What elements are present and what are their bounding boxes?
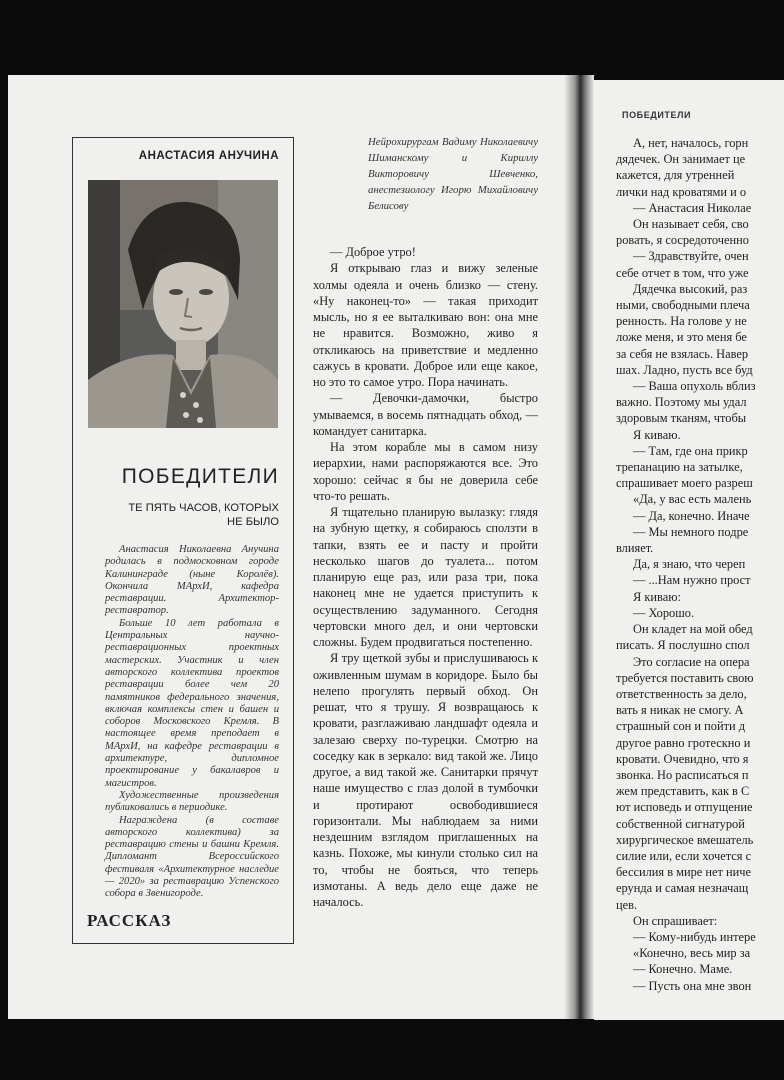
- story-title: ПОБЕДИТЕЛИ: [121, 465, 279, 488]
- running-head: ПОБЕДИТЕЛИ: [622, 110, 692, 120]
- author-bio: [105, 544, 279, 901]
- right-page-line: писать. Я послушно спол: [616, 638, 750, 653]
- author-name: АНАСТАСИЯ АНУЧИНА: [138, 150, 279, 162]
- right-page-line: — Кому-нибудь интере: [633, 929, 756, 944]
- genre-label: РАССКАЗ: [87, 911, 172, 930]
- right-page-line: здоровым тканям, чтобы: [616, 411, 747, 426]
- right-page-line: — ...Нам нужно прост: [633, 573, 751, 588]
- right-page-line: ответственность за дело,: [616, 686, 747, 701]
- right-page-line: важно. Поэтому мы удал: [616, 395, 747, 410]
- right-page-line: «Да, у вас есть малень: [633, 492, 752, 507]
- right-page-line: силие или, если хочется с: [616, 848, 752, 863]
- story-paragraph: — Девочки-дамочки, быстро умываемся, в восемь пятнадцать обход, — командует санитарка.: [313, 391, 538, 438]
- right-page-line: Он кладет на мой обед: [633, 622, 753, 637]
- right-page-line: Я киваю:: [633, 589, 681, 604]
- right-page-line: — Да, конечно. Иначе: [633, 508, 750, 523]
- bio-paragraph: Анастасия Николаевна Анучина родилась в подмосковном городе Калининграде (ныне Королёв). Окончила МАрхИ, кафедра реставрации. Архитектор-реставратор.: [105, 544, 279, 617]
- right-page-line: бессилия в мире нет ниче: [616, 865, 752, 880]
- right-page-line: жем представить, как в С: [616, 784, 750, 799]
- right-page-line: другое равно гротескно и: [616, 735, 751, 750]
- author-photo: [88, 180, 278, 428]
- right-page-line: спрашивает моего разреш: [616, 476, 753, 491]
- story-paragraph: Я тру щеткой зубы и прислушиваюсь к оживленным шумам в коридоре. Было бы нелепо прогулять первый обход. Он решат, что я трушу. Я возвращаюсь к кровати, разглаживаю ландшафт одеяла и залезаю сверху по-турецки. Смотрю на соседку как в зеркало: вид такой же. Лицо другое, а вид такой же. Санитарки прячут наше имущество с глаз долой в тумбочки и протирают освободившиеся горизонтали. Мы наблюдаем за ними нездешним взглядом приглашенных на казнь. Похоже, мы кинули столько сил на то, чтобы не бояться, что теперь измотаны. А ведь дело еще даже не началось.: [313, 651, 538, 909]
- right-page-line: страшный сон и пойти д: [616, 719, 746, 734]
- right-page-line: — Пусть она мне звон: [633, 978, 752, 993]
- right-page-line: кровати. Очевидно, что я: [616, 751, 749, 766]
- right-page-line: А, нет, началось, горн: [633, 136, 749, 150]
- right-page-line: — Конечно. Маме.: [633, 962, 733, 977]
- right-page-line: Он называет себя, сво: [633, 217, 749, 232]
- right-page-line: Он спрашивает:: [633, 913, 718, 928]
- right-page-line: лички над кроватями и о: [616, 184, 747, 199]
- right-page-line: ными, свободными плеча: [616, 298, 750, 313]
- right-page-line: Это согласие на опера: [633, 654, 750, 669]
- story-subtitle: ТЕ ПЯТЬ ЧАСОВ, КОТОРЫХ НЕ БЫЛО: [128, 502, 279, 528]
- right-page-line: кажется, для утренней: [616, 168, 735, 183]
- right-page-line: звонка. Но расписаться п: [616, 767, 749, 782]
- right-page-line: требуется поставить свою: [616, 670, 754, 685]
- right-page-line: вать я никак не смогу. А: [616, 703, 744, 718]
- right-page-line: Я киваю.: [633, 427, 681, 442]
- right-page: [594, 80, 784, 1020]
- right-page-line: влияет.: [616, 541, 654, 556]
- story-paragraph: Я открываю глаз и вижу зеленые холмы одеяла и очень близко — стену. «Ну наконец-то» — такая приходит мысль, но я ее выталкиваю вон: она мне не нравится. Возможно, живо я откликаюсь на приветствие и медленно сажусь в кровати. Доброе или еще какое, но это то самое утро. Пора начинать.: [313, 261, 538, 389]
- right-page-line: ренность. На голове у не: [616, 314, 747, 329]
- bio-paragraph: Больше 10 лет работала в Центральных научно-реставрационных проектных мастерских. Участник и член авторского коллектива проектов реставрации более чем 20 памятников федерального значения, включая комплексы стен и башен и соборов Московского Кремля. В настоящее время преподает в МАрхИ, на кафедре реставрации в архитектуре, дипломное проектирование у бакалавров и магистров.: [105, 617, 279, 789]
- right-page-text: [616, 135, 784, 994]
- right-page-line: ют исповедь и отпущение: [616, 800, 753, 815]
- right-page-line: ложе меня, и это меня бе: [616, 330, 747, 345]
- right-page-line: себе отчет в том, что уже: [616, 265, 749, 280]
- right-page-line: дядечек. Он занимает це: [616, 152, 746, 167]
- right-page-line: ровать, я сосредоточенно: [616, 233, 749, 248]
- right-page-line: «Конечно, весь мир за: [633, 946, 751, 961]
- right-page-line: собственной сигнатурой: [616, 816, 745, 831]
- right-page-line: — Хорошо.: [633, 605, 695, 620]
- right-page-line: за себя не взялась. Навер: [616, 346, 749, 361]
- right-page-line: Дядечка высокий, раз: [633, 281, 748, 296]
- story-paragraph: Я тщательно планирую вылазку: глядя на зубную щетку, я собираюсь сползти в тапки, взять ее и пасту и пройти несколько шагов до туалета... потом планирую еще раз, или раза три, пока наконец мне не удается приступить к осуществлению задуманного. Сегодня чертовски много дел, и они чертовски сложны. Будем продвигаться постепенно.: [313, 505, 538, 649]
- story-paragraph: — Доброе утро!: [330, 245, 416, 259]
- right-page-line: — Там, где она прикр: [633, 443, 748, 458]
- right-page-line: Да, я знаю, что череп: [633, 557, 746, 572]
- dedication-text: Нейрохирургам Вадиму Николаевичу Шиманскому и Кириллу Викторовичу Шевченко, анестезиологу Игорю Михайловичу Белисову: [368, 136, 538, 212]
- right-page-line: цев.: [616, 897, 638, 912]
- right-page-line: трепанацию на затылке,: [616, 460, 743, 475]
- right-page-line: — Здравствуйте, очен: [633, 249, 749, 264]
- author-sidebar: [72, 137, 294, 944]
- right-page-line: — Мы немного подре: [633, 524, 749, 539]
- right-page-line: ерунда и самая незначащ: [616, 881, 749, 896]
- bio-paragraph: Награждена (в составе авторского коллектива) за реставрацию стены и башни Кремля. Дипломант Всероссийского фестиваля «Архитектурное наследие — 2020» за реставрацию Успенского собора в Звенигороде.: [105, 814, 279, 900]
- dedication: [368, 134, 538, 214]
- right-page-line: шах. Ладно, пусть все буд: [616, 362, 753, 377]
- right-page-line: — Анастасия Николае: [633, 200, 752, 215]
- story-text: [313, 244, 538, 910]
- right-page-line: — Ваша опухоль вблиз: [633, 379, 756, 394]
- book-spine: [564, 75, 594, 1019]
- right-page-line: хирургическое вмешатель: [616, 832, 754, 847]
- story-paragraph: На этом корабле мы в самом низу иерархии, нами распоряжаются все. Это хорошо: сейчас я бы не доверила себе что-то решать.: [313, 440, 538, 503]
- bio-paragraph: Художественные произведения публиковались в периодике.: [105, 789, 279, 814]
